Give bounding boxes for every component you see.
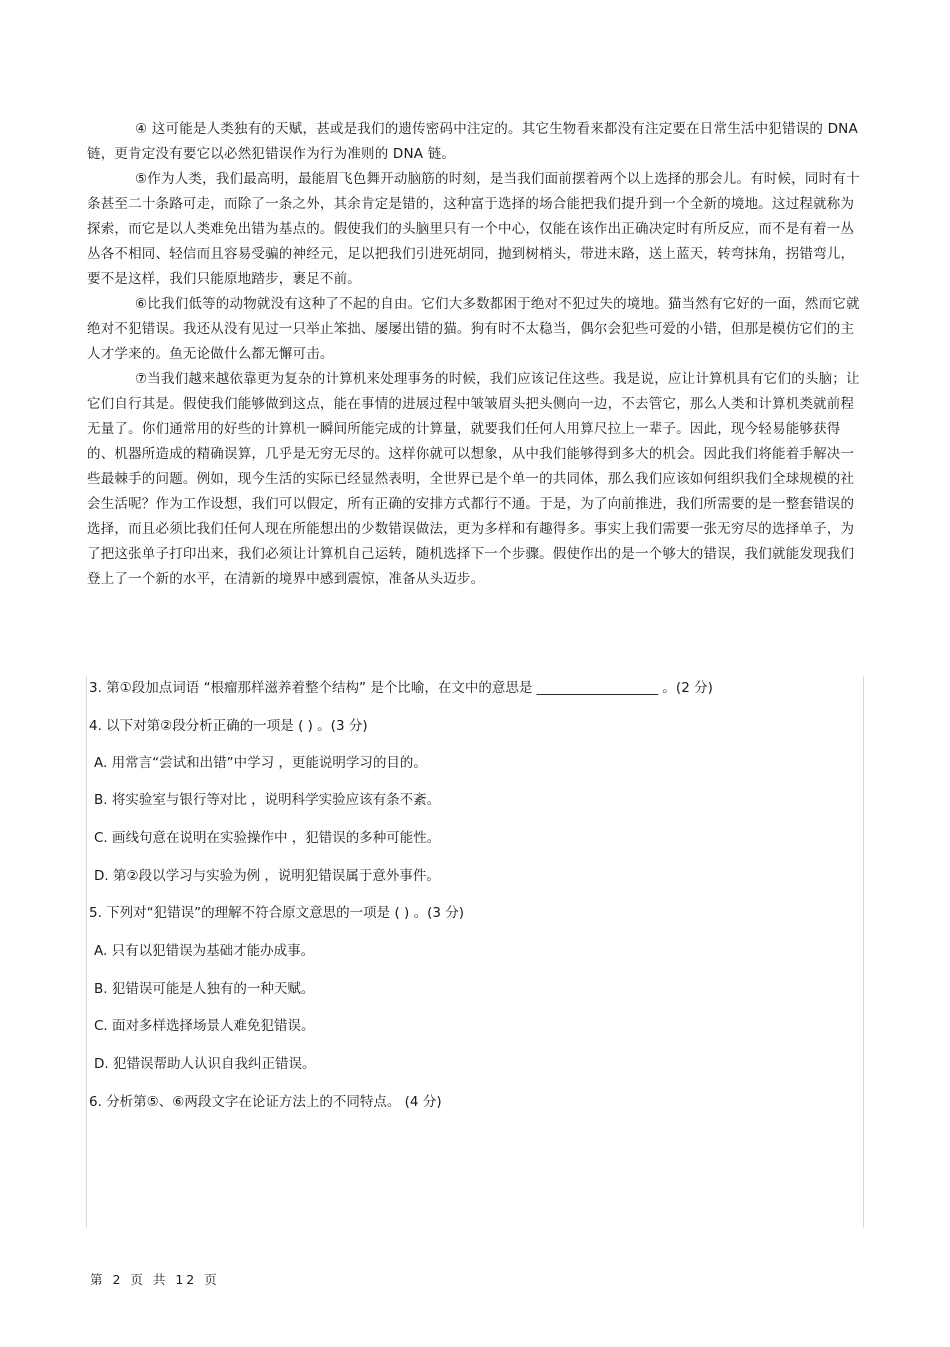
question-4-option-b: B. 将实验室与银行等对比 ，说明科学实验应该有条不紊。	[94, 792, 441, 808]
question-5-option-b: B. 犯错误可能是人独有的一种天赋。	[94, 981, 315, 997]
question-3: 3. 第①段加点词语 “根瘤那样滋养着整个结构” 是个比喻，在文中的意思是 __________________ 。(2 分)	[89, 680, 713, 696]
question-4-option-d: D. 第②段以学习与实验为例 ，说明犯错误属于意外事件。	[94, 868, 440, 884]
question-5: 5. 下列对“犯错误”的理解不符合原文意思的一项是 ( ) 。(3 分)	[89, 905, 464, 921]
question-4-option-c: C. 画线句意在说明在实验操作中 ，犯错误的多种可能性。	[94, 830, 441, 846]
question-4-option-a: A. 用常言“尝试和出错”中学习 ，更能说明学习的目的。	[94, 755, 427, 771]
question-5-option-c: C. 面对多样选择场景人难免犯错误。	[94, 1018, 315, 1034]
paragraph-5: ⑤作为人类，我们最高明，最能眉飞色舞开动脑筋的时刻，是当我们面前摆着两个以上选择的那会儿。有时候，同时有十条甚至二十条路可走，而除了一条之外，其余肯定是错的，这种富于选择的场合能把我们提升到一个全新的境地。这过程就称为探索，而它是以人类难免出错为基点的。假使我们的头脑里只有一个中心，仅能在该作出正确决定时有所反应，而不是有着一丛丛各不相同、轻信而且容易受骗的神经元，足以把我们引进死胡同，抛到树梢头，带进末路，送上蓝天，转弯抹角，拐错弯儿，要不是这样，我们只能原地踏步，裹足不前。	[87, 171, 860, 287]
question-5-option-d: D. 犯错误帮助人认识自我纠正错误。	[94, 1056, 316, 1072]
question-5-option-a: A. 只有以犯错误为基础才能办成事。	[94, 943, 315, 959]
reading-passage	[87, 117, 867, 592]
paragraph-4: ④ 这可能是人类独有的天赋，甚或是我们的遗传密码中注定的。其它生物看来都没有注定要在日常生活中犯错误的 DNA链，更肯定没有要它以必然犯错误作为行为准则的 DNA 链。	[87, 121, 858, 162]
page-number-footer: 第 2 页 共 12 页	[90, 1272, 220, 1287]
question-4: 4. 以下对第②段分析正确的一项是 ( ) 。(3 分)	[89, 718, 368, 734]
paragraph-6: ⑥比我们低等的动物就没有这种了不起的自由。它们大多数都困于绝对不犯过失的境地。猫当然有它好的一面，然而它就绝对不犯错误。我还从没有见过一只举止笨拙、屡屡出错的猫。狗有时不太稳当，偶尔会犯些可爱的小错，但那是模仿它们的主人才学来的。鱼无论做什么都无懈可击。	[87, 296, 860, 362]
question-6: 6. 分析第⑤、⑥两段文字在论证方法上的不同特点。 (4 分)	[89, 1094, 442, 1110]
paragraph-7: ⑦当我们越来越依靠更为复杂的计算机来处理事务的时候，我们应该记住这些。我是说，应让计算机具有它们的头脑；让它们自行其是。假使我们能够做到这点，能在事情的进展过程中皱皱眉头把头侧向一边，不去管它，那么人类和计算机类就前程无量了。你们通常用的好些的计算机一瞬间所能完成的计算量，就要我们任何人用算尺拉上一辈子。因此，现今轻易能够获得的、机器所造成的精确误算，几乎是无穷无尽的。这样你就可以想象，从中我们能够得到多大的机会。因此我们将能着手解决一些最棘手的问题。例如，现今生活的实际已经显然表明，全世界已是个单一的共同体，那么我们应该如何组织我们全球规模的社会生活呢？作为工作设想，我们可以假定，所有正确的安排方式都行不通。于是，为了向前推进，我们所需要的是一整套错误的选择，而且必须比我们任何人现在所能想出的少数错误做法，更为多样和有趣得多。事实上我们需要一张无穷尽的选择单子，为了把这张单子打印出来，我们必须让计算机自己运转，随机选择下一个步骤。假使作出的是一个够大的错误，我们就能发现我们登上了一个新的水平，在清新的境界中感到震惊，准备从头迈步。	[87, 371, 860, 587]
